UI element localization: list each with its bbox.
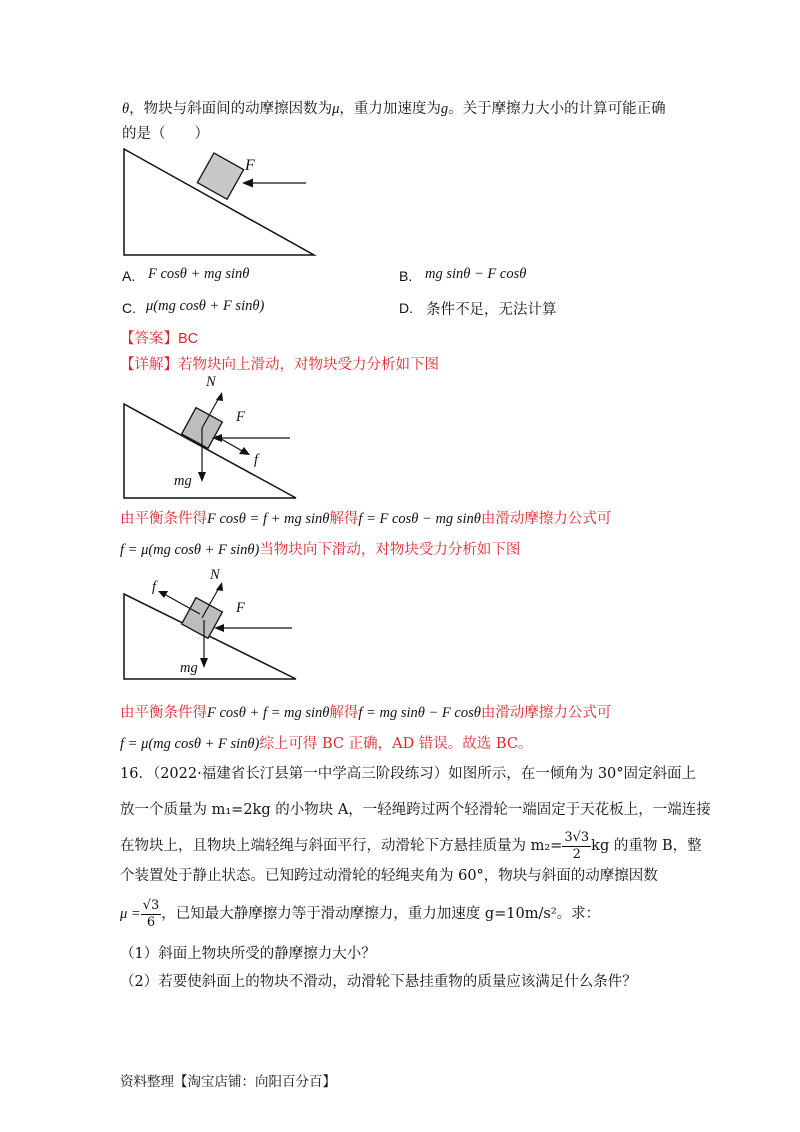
eq3-post: 由滑动摩擦力公式可	[480, 705, 612, 721]
fig2-f-label: f	[254, 452, 259, 468]
q16-line5-b: ，已知最大静摩擦力等于滑动摩擦力，重力加速度 g=10m/s²。求：	[161, 906, 601, 922]
eq2-post: 当物块向下滑动，对物块受力分析如下图	[259, 542, 521, 558]
fig1-force-label: F	[245, 157, 255, 174]
equation-line-3	[120, 703, 611, 723]
q16-line3	[120, 829, 702, 863]
q16-line3-b: kg 的重物 B，整	[591, 838, 702, 854]
q16-line3-a: 在物块上，且物块上端轻绳与斜面平行，动滑轮下方悬挂质量为 m₂=	[120, 838, 563, 854]
option-b-formula: mg sinθ − F cosθ	[425, 266, 527, 282]
mass-denominator: 2	[572, 846, 581, 862]
fig3-F-label: F	[236, 600, 245, 616]
incline-figure-3	[120, 566, 320, 686]
eq3-mid: 解得	[329, 705, 359, 721]
g-symbol: g	[440, 101, 449, 117]
q16-line5	[120, 897, 600, 931]
eq1-post: 由滑动摩擦力公式可	[480, 511, 612, 527]
q15-line1	[122, 99, 666, 119]
q16-sub1: （1）斜面上物块所受的静摩擦力大小？	[120, 946, 376, 962]
q16-line1: 16．（2022·福建省长汀县第一中学高三阶段练习）如图所示，在一倾角为 30°固定斜面上	[120, 766, 697, 782]
page-footer: 资料整理【淘宝店铺：向阳百分百】	[120, 1074, 336, 1090]
fig3-f-label: f	[152, 579, 157, 595]
q16-sub2: （2）若要使斜面上的物块不滑动，动滑轮下悬挂重物的质量应该满足什么条件？	[120, 974, 637, 990]
option-c-formula: μ(mg cosθ + F sinθ)	[146, 298, 265, 314]
option-d-letter: D.	[399, 300, 413, 316]
fig3-mg-label: mg	[180, 660, 198, 676]
answer-line	[120, 329, 198, 349]
equation-line-4	[120, 734, 532, 754]
q15-line1-text2: ，重力加速度为	[339, 101, 441, 117]
option-c[interactable]	[122, 300, 136, 316]
mass-fraction	[562, 830, 591, 863]
eq1-formula: F cosθ = f + mg sinθ	[207, 511, 330, 527]
equation-line-1	[120, 509, 611, 529]
option-c-letter: C.	[122, 300, 136, 316]
q15-line1-text3: 。关于摩擦力大小的计算可能正确	[448, 101, 666, 117]
eq1-formula2: f = F cosθ − mg sinθ	[358, 511, 481, 527]
eq4-formula: f = μ(mg cosθ + F sinθ)	[120, 736, 260, 752]
eq4-post: 综上可得 BC 正确，AD 错误。故选 BC。	[259, 736, 533, 752]
eq3-formula: F cosθ + f = mg sinθ	[207, 705, 330, 721]
fig3-N-label: N	[210, 567, 220, 583]
fig2-N-label: N	[206, 374, 216, 390]
q16-line4: 个装置处于静止状态。已知跨过动滑轮的轻绳夹角为 60°，物块与斜面的动摩擦因数	[120, 868, 658, 884]
fig2-F-label: F	[236, 409, 245, 425]
mu-numerator: √3	[142, 897, 160, 913]
answer-value: BC	[178, 331, 199, 347]
theta-symbol: θ	[122, 101, 130, 117]
detail-text: 若物块向上滑动，对物块受力分析如下图	[178, 357, 439, 373]
eq3-formula2: f = mg sinθ − F cosθ	[358, 705, 481, 721]
option-d[interactable]	[399, 300, 413, 316]
incline-figure-2	[120, 372, 320, 502]
mu-denominator: 6	[146, 914, 156, 930]
option-b[interactable]	[399, 268, 412, 284]
fig2-mg-label: mg	[174, 473, 192, 489]
eq1-pre: 由平衡条件得	[120, 511, 207, 527]
q15-line1-text: ，物块与斜面间的动摩擦因数为	[129, 101, 333, 117]
option-a-letter: A.	[122, 268, 136, 284]
mass-numerator: 3√3	[564, 829, 590, 845]
eq3-pre: 由平衡条件得	[120, 705, 207, 721]
incline-figure-1	[120, 145, 320, 260]
mu-equals: μ =	[120, 906, 141, 922]
option-b-letter: B.	[399, 268, 413, 284]
q15-line2: 的是（ ）	[122, 126, 209, 142]
eq1-mid: 解得	[329, 511, 359, 527]
equation-line-2	[120, 540, 520, 560]
option-a[interactable]	[122, 268, 135, 284]
detail-tag: 【详解】	[120, 357, 178, 373]
mu-fraction	[141, 898, 162, 931]
answer-tag: 【答案】	[120, 331, 178, 347]
option-a-formula: F cosθ + mg sinθ	[148, 266, 250, 282]
option-d-text: 条件不足，无法计算	[426, 302, 557, 318]
eq2-formula: f = μ(mg cosθ + F sinθ)	[120, 542, 260, 558]
q16-line2: 放一个质量为 m₁=2kg 的小物块 A，一轻绳跨过两个轻滑轮一端固定于天花板上，一端连接	[120, 802, 711, 818]
mu-symbol: μ	[332, 101, 340, 117]
